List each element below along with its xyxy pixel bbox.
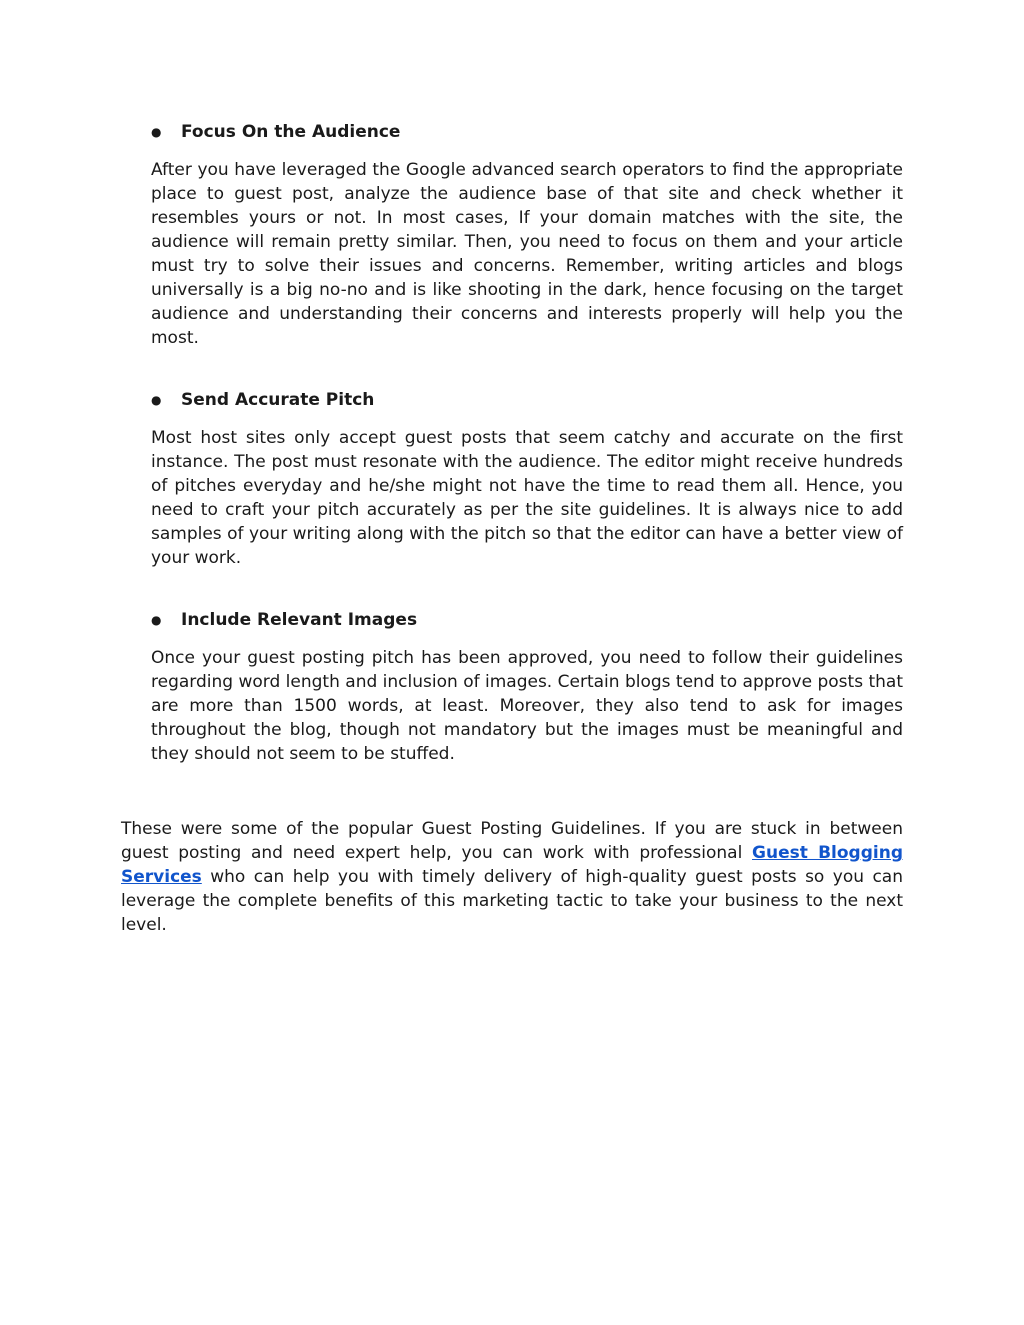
- heading-text: Send Accurate Pitch: [181, 390, 375, 410]
- heading-text: Include Relevant Images: [181, 610, 418, 630]
- section-heading: [151, 120, 903, 144]
- section-include-images: [151, 608, 903, 766]
- heading-text: Focus On the Audience: [181, 122, 401, 142]
- conclusion-paragraph: [121, 817, 903, 937]
- bullet-icon: ●: [151, 613, 162, 627]
- section-body: Most host sites only accept guest posts that seem catchy and accurate on the first instance. The post must resonate with the audience. The editor might receive hundreds of pitches everyday and he/she might not have the time to read them all. Hence, you need to craft your pitch accurately as per the site guidelines. It is always nice to add samples of your writing along with the pitch so that the editor can have a better view of your work.: [151, 428, 903, 568]
- guest-blogging-services-link[interactable]: Guest Blogging Services: [121, 843, 903, 887]
- conclusion-text-before: These were some of the popular Guest Posting Guidelines. If you are stuck in between guest posting and need expert help, you can work with professional: [121, 819, 903, 863]
- section-heading: [151, 388, 903, 412]
- section-heading: [151, 608, 903, 632]
- section-body: Once your guest posting pitch has been approved, you need to follow their guidelines regarding word length and inclusion of images. Certain blogs tend to approve posts that are more than 1500 words, at least. Moreover, they also tend to ask for images throughout the blog, though not mandatory but the images must be meaningful and they should not seem to be stuffed.: [151, 648, 903, 764]
- section-body: After you have leveraged the Google advanced search operators to find the appropriate place to guest post, analyze the audience base of that site and check whether it resembles yours or not. In most cases, If your domain matches with the site, the audience will remain pretty similar. Then, you need to focus on them and your article must try to solve their issues and concerns. Remember, writing articles and blogs universally is a big no-no and is like shooting in the dark, hence focusing on the target audience and understanding their concerns and interests properly will help you the most.: [151, 160, 903, 348]
- section-focus-audience: [151, 120, 903, 350]
- section-send-pitch: [151, 388, 903, 570]
- bullet-icon: ●: [151, 393, 162, 407]
- conclusion-text-after: who can help you with timely delivery of high-quality guest posts so you can leverage the complete benefits of this marketing tactic to take your business to the next level.: [121, 867, 903, 935]
- bullet-icon: ●: [151, 125, 162, 139]
